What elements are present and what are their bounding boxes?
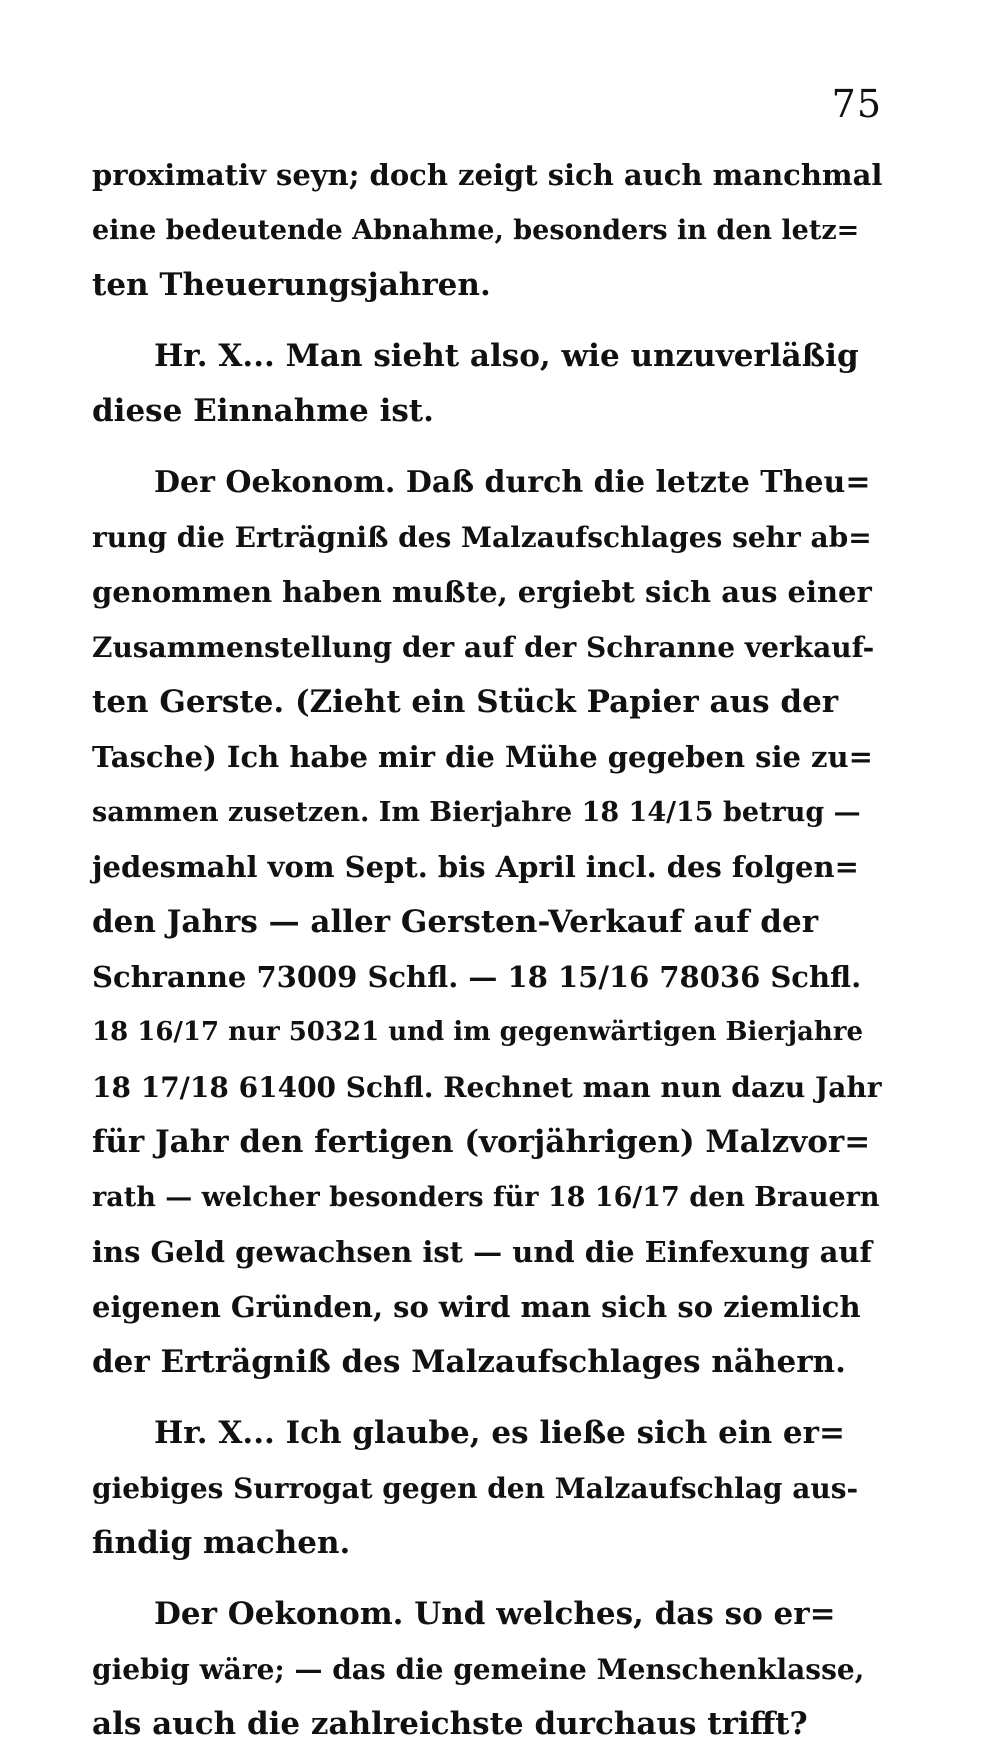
- text-line: [92, 620, 882, 675]
- text-line: [92, 785, 882, 840]
- text-line: [92, 950, 882, 1005]
- paragraph-4: [92, 1406, 882, 1571]
- paragraph-2: [92, 329, 882, 439]
- text-line-content: jedesmahl vom Sept. bis April incl. des folgen=: [92, 850, 859, 884]
- text-line: [92, 840, 882, 895]
- text-line-content: rung die Erträgniß des Malzaufschlages sehr ab=: [92, 521, 872, 554]
- text-line-content: findig machen.: [92, 1525, 351, 1561]
- text-line-content: Tasche) Ich habe mir die Mühe gegeben sie zu=: [92, 740, 873, 774]
- text-line: [92, 1060, 882, 1115]
- text-line: [92, 1335, 882, 1390]
- text-line: [92, 148, 882, 203]
- text-line: [92, 1587, 882, 1642]
- text-line-content: den Jahrs — aller Gersten-Verkauf auf der: [92, 904, 819, 940]
- text-line: [92, 384, 882, 439]
- text-line-content: 18 17/18 61400 Schfl. Rechnet man nun dazu Jahr: [92, 1071, 882, 1104]
- text-line-content: als auch die zahlreichste durchaus trifft?: [92, 1706, 808, 1742]
- text-line-content: ten Gerste. (Zieht ein Stück Papier aus der: [92, 684, 839, 720]
- page-number: 75: [831, 82, 882, 126]
- body-text: [92, 148, 882, 1752]
- text-line-content: ins Geld gewachsen ist — und die Einfexung auf: [92, 1235, 872, 1269]
- text-line: [92, 565, 882, 620]
- text-line: [92, 203, 882, 258]
- text-line-content: eigenen Gründen, so wird man sich so ziemlich: [92, 1290, 861, 1324]
- text-line-content: der Erträgniß des Malzaufschlages nähern.: [92, 1344, 846, 1380]
- text-line: [92, 675, 882, 730]
- text-line: [92, 1170, 882, 1225]
- text-line: [92, 258, 882, 313]
- text-line: [92, 1642, 882, 1697]
- text-line: [92, 895, 882, 950]
- paragraph-5: [92, 1587, 882, 1752]
- text-line-content: Der Oekonom. Und welches, das so er=: [154, 1596, 836, 1632]
- text-line: [92, 1697, 882, 1752]
- text-line: [92, 1461, 882, 1516]
- text-line: [92, 329, 882, 384]
- text-line: [92, 1280, 882, 1335]
- text-line: [92, 730, 882, 785]
- text-line-content: Der Oekonom. Daß durch die letzte Theu=: [154, 465, 871, 500]
- text-line-content: 18 16/17 nur 50321 und im gegenwärtigen Bierjahre: [92, 1017, 864, 1047]
- paragraph-1: [92, 148, 882, 313]
- text-line: [92, 1005, 882, 1060]
- text-line: [92, 1516, 882, 1571]
- text-line: [92, 1406, 882, 1461]
- paragraph-3: [92, 455, 882, 1390]
- text-line: [92, 510, 882, 565]
- text-line-content: genommen haben mußte, ergiebt sich aus einer: [92, 575, 872, 609]
- text-line-content: diese Einnahme ist.: [92, 393, 434, 429]
- text-line-content: proximativ seyn; doch zeigt sich auch manchmal: [92, 158, 883, 192]
- text-line-content: sammen zusetzen. Im Bierjahre 18 14/15 betrug —: [92, 797, 861, 828]
- text-line-content: für Jahr den fertigen (vorjährigen) Malzvor=: [92, 1124, 871, 1160]
- text-line-content: Schranne 73009 Schfl. — 18 15/16 78036 Schfl.: [92, 960, 862, 994]
- text-line: [92, 455, 882, 510]
- text-line-content: ten Theuerungsjahren.: [92, 267, 491, 303]
- text-line-content: giebig wäre; — das die gemeine Menschenklasse,: [92, 1653, 865, 1686]
- text-line-content: Hr. X... Man sieht also, wie unzuverläßig: [154, 338, 859, 374]
- text-line-content: Hr. X... Ich glaube, es ließe sich ein er=: [154, 1415, 845, 1451]
- text-line-content: giebiges Surrogat gegen den Malzaufschlag aus-: [92, 1472, 859, 1505]
- text-line: [92, 1115, 882, 1170]
- text-line: [92, 1225, 882, 1280]
- text-line-content: rath — welcher besonders für 18 16/17 den Brauern: [92, 1182, 880, 1213]
- text-line-content: eine bedeutende Abnahme, besonders in den letz=: [92, 215, 860, 246]
- text-line-content: Zusammenstellung der auf der Schranne verkauf-: [92, 631, 875, 664]
